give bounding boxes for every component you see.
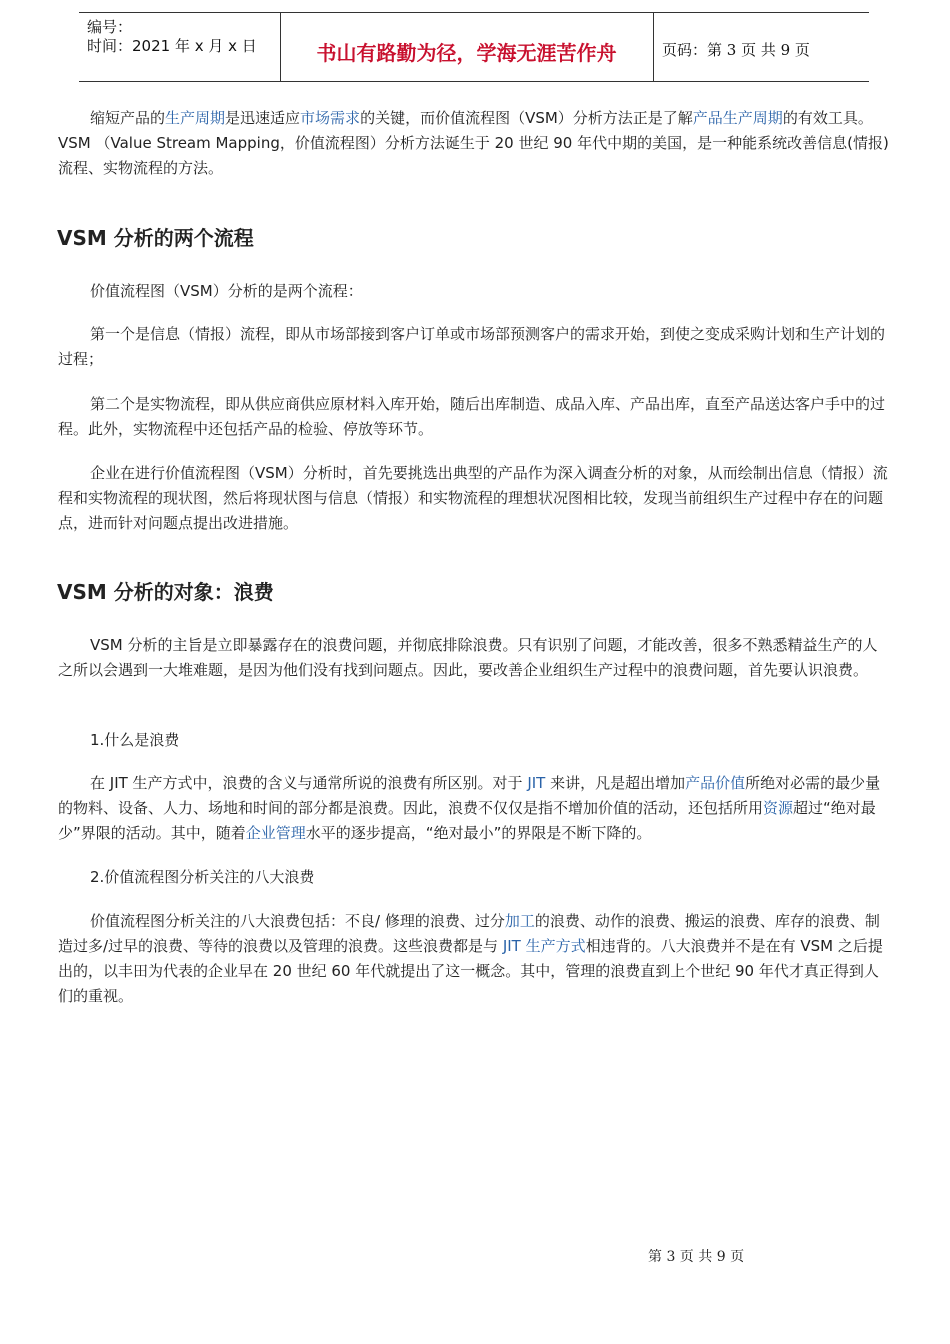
link-market-demand[interactable]: 市场需求 [300, 109, 361, 127]
text-run: 水平的逐步提高，“绝对最小”的界限是不断下降的。 [305, 824, 652, 842]
section-heading-two-flows: VSM 分析的两个流程 [57, 226, 254, 250]
section-heading-waste: VSM 分析的对象：浪费 [57, 580, 274, 604]
text-run: 所绝对必需的最少量的物料、设备、人力、场地和时间的部分都是浪费。因此，浪费不仅仅是指不增加价值的活动，还包括所用 [58, 774, 881, 817]
paragraph: 企业在进行价值流程图（VSM）分析时，首先要挑选出典型的产品作为深入调查分析的对象，从而绘制出信息（情报）流程和实物流程的现状图，然后将现状图与信息（情报）和实物流程的理想状况图相比较，发现当前组织生产过程中存在的问题点，进而针对问题点提出改进措施。 [58, 464, 888, 532]
link-product-value[interactable]: 产品价值 [685, 774, 746, 792]
header-page-cell [654, 13, 869, 81]
paragraph-jit [58, 771, 890, 846]
paragraph: 价值流程图（VSM）分析的是两个流程： [90, 282, 363, 300]
link-jit-production[interactable]: JIT 生产方式 [502, 937, 586, 955]
text-run: 的有效工具。VSM （Value Stream Mapping，价值流程图）分析方法诞生于 20 世纪 90 年代中期的美国，是一种能系统改善信息(情报)流程、实物流程的方法。 [58, 109, 889, 177]
motto: 书山有路勤为径，学海无涯苦作舟 [316, 41, 617, 65]
header-meta-cell [79, 13, 281, 81]
link-production-cycle[interactable]: 生产周期 [165, 109, 226, 127]
text-run: 来讲，凡是超出增加 [545, 774, 686, 792]
link-jit[interactable]: JIT [527, 774, 546, 792]
page-footer: 第 3 页 共 9 页 [648, 1249, 745, 1265]
link-product-production-cycle[interactable]: 产品生产周期 [692, 109, 783, 127]
text-run: 相违背的。八大浪费并不是在有 VSM 之后提出的，以丰田为代表的企业早在 20 世纪 60 年代就提出了这一概念。其中，管理的浪费直到上个世纪 90 年代才真正得到人们的重视。 [58, 937, 883, 1005]
list-item-eight-wastes: 2.价值流程图分析关注的八大浪费 [90, 868, 315, 886]
text-run: 是迅速适应 [225, 109, 301, 127]
text-run: 的关键，而价值流程图（VSM）分析方法正是了解 [360, 109, 693, 127]
link-processing[interactable]: 加工 [504, 912, 535, 930]
header-motto-cell [280, 13, 654, 81]
intro-paragraph [58, 106, 890, 181]
text-run: 超过“绝对最少”界限的活动。其中，随着 [58, 799, 876, 842]
text-run: 缩短产品的 [90, 109, 166, 127]
text-run: 的浪费、动作的浪费、搬运的浪费、库存的浪费、制造过多/过早的浪费、等待的浪费以及管理的浪费。这些浪费都是与 [58, 912, 880, 955]
time-label: 时间：2021 年 x 月 x 日 [87, 37, 257, 55]
number-label: 编号： [87, 18, 133, 36]
header-table [79, 12, 869, 82]
link-enterprise-management[interactable]: 企业管理 [245, 824, 306, 842]
paragraph: VSM 分析的主旨是立即暴露存在的浪费问题，并彻底排除浪费。只有识别了问题，才能改善，很多不熟悉精益生产的人之所以会遇到一大堆难题，是因为他们没有找到问题点。因此，要改善企业组织生产过程中的浪费问题，首先要认识浪费。 [58, 636, 878, 679]
link-resources[interactable]: 资源 [763, 799, 794, 817]
text-run: 在 JIT 生产方式中，浪费的含义与通常所说的浪费有所区别。对于 [90, 774, 528, 792]
paragraph: 第一个是信息（情报）流程，即从市场部接到客户订单或市场部预测客户的需求开始，到使之变成采购计划和生产计划的过程； [58, 325, 886, 368]
paragraph: 第二个是实物流程，即从供应商供应原材料入库开始，随后出库制造、成品入库、产品出库，直至产品送达客户手中的过程。此外，实物流程中还包括产品的检验、停放等环节。 [58, 395, 886, 438]
text-run: 价值流程图分析关注的八大浪费包括：不良/ 修理的浪费、过分 [90, 912, 505, 930]
header-page-info: 页码：第 3 页 共 9 页 [662, 41, 810, 59]
paragraph-eight-wastes [58, 909, 890, 1009]
list-item-what-is-waste: 1.什么是浪费 [90, 731, 180, 749]
